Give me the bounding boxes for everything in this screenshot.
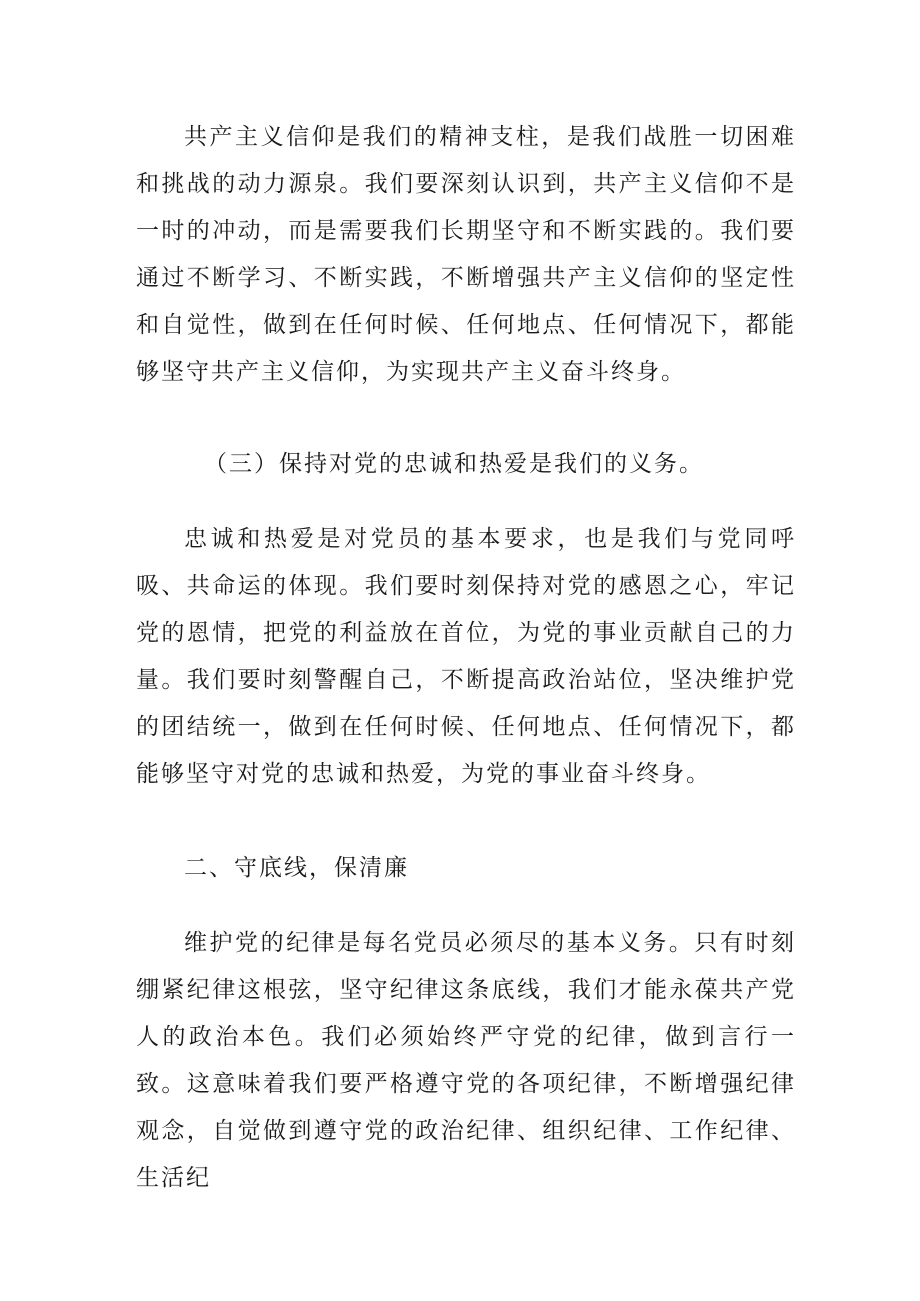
chapter-heading-integrity: 二、守底线，保清廉 xyxy=(184,855,409,881)
body-paragraph-faith: 共产主义信仰是我们的精神支柱，是我们战胜一切困难和挑战的动力源泉。我们要深刻认识到，共产主义信仰不是一时的冲动，而是需要我们长期坚守和不断实践的。我们要通过不断学习、不断实践，不断增强共产主义信仰的坚定性和自觉性，做到在任何时候、任何地点、任何情况下，都能够坚守共产主义信仰，为实现共产主义奋斗终身。 xyxy=(136,124,796,385)
body-paragraph-loyalty: 忠诚和热爱是对党员的基本要求，也是我们与党同呼吸、共命运的体现。我们要时刻保持对党的感恩之心，牢记党的恩情，把党的利益放在首位，为党的事业贡献自己的力量。我们要时刻警醒自己，不断提高政治站位，坚决维护党的团结统一，做到在任何时候、任何地点、任何情况下，都能够坚守对党的忠诚和热爱，为党的事业奋斗终身。 xyxy=(136,526,796,787)
section-heading-loyalty: （三）保持对党的忠诚和热爱是我们的义务。 xyxy=(204,451,704,477)
body-paragraph-discipline: 维护党的纪律是每名党员必须尽的基本义务。只有时刻绷紧纪律这根弦，坚守纪律这条底线，我们才能永葆共产党人的政治本色。我们必须始终严守党的纪律，做到言行一致。这意味着我们要严格遵守党的各项纪律，不断增强纪律观念，自觉做到遵守党的政治纪律、组织纪律、工作纪律、生活纪 xyxy=(136,930,796,1191)
